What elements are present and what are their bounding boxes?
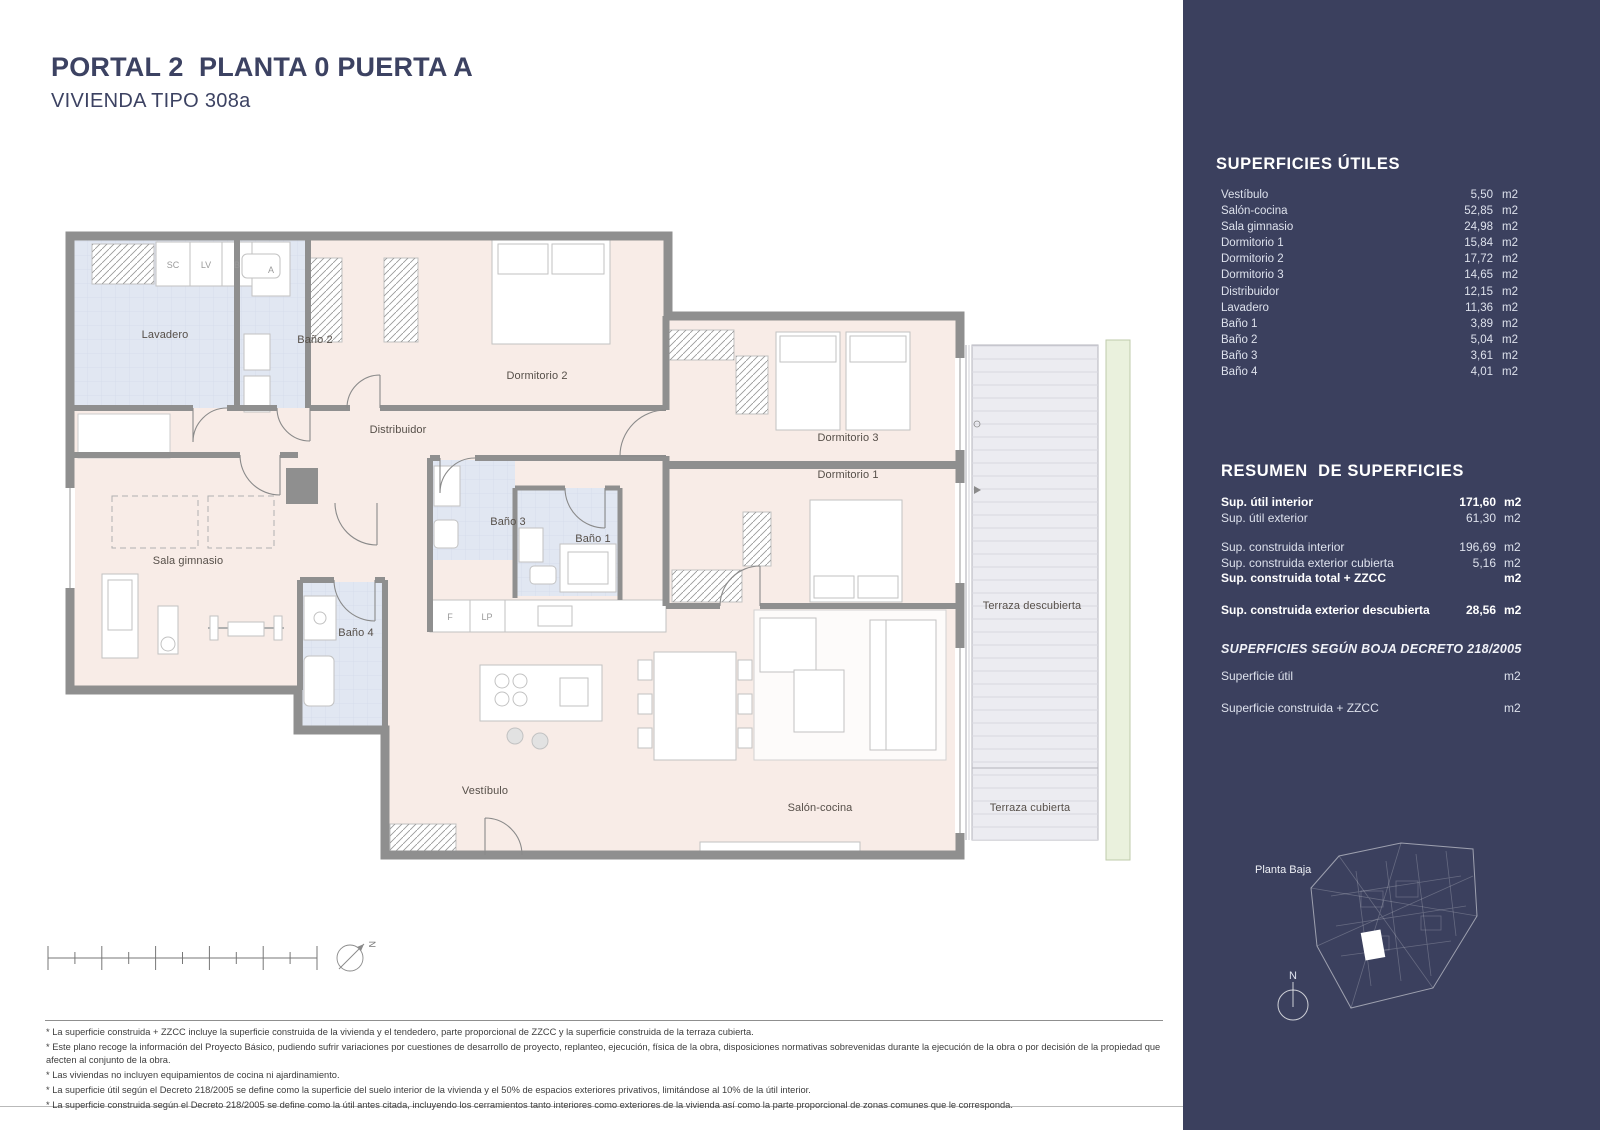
room-label-vestibulo: Vestíbulo (461, 785, 509, 797)
superficies-utiles-title: SUPERFICIES ÚTILES (1216, 155, 1401, 173)
footnote-divider (45, 1020, 1163, 1021)
floor-plan-drawing (60, 228, 1140, 878)
table-row: Salón-cocina 52,85 m2 (1221, 205, 1518, 218)
scale-bar (48, 946, 317, 970)
room-label-terraza-descubierta: Terraza descubierta (982, 600, 1082, 612)
table-row: Sup. útil interior 171,60 m2 (1221, 495, 1522, 509)
window-bench (78, 414, 170, 458)
table-row: Superficie útil m2 (1221, 668, 1521, 683)
table-row: Superficie construida + ZZCC m2 (1221, 701, 1521, 716)
table-row: Baño 2 5,04 m2 (1221, 333, 1518, 346)
toilet (530, 566, 556, 584)
kitchen-sink (538, 606, 572, 626)
appliance-label: B (233, 260, 241, 270)
room-label-bano3: Baño 3 (490, 516, 526, 528)
dining-table (654, 652, 736, 760)
table-row: Sup. útil exterior 61,30 m2 (1221, 510, 1521, 525)
room-label-bano1: Baño 1 (575, 533, 611, 545)
table-row: Sup. construida interior 196,69 m2 (1221, 540, 1521, 555)
room-label-sala-gimnasio: Sala gimnasio (152, 555, 224, 567)
table-row: Dormitorio 1 15,84 m2 (1221, 237, 1518, 250)
boja-title: SUPERFICIES SEGÚN BOJA DECRETO 218/2005 (1221, 641, 1522, 656)
table-row: Dormitorio 3 14,65 m2 (1221, 269, 1518, 282)
scale-bar-area (45, 928, 385, 994)
toilet (242, 254, 280, 278)
tv-bench (700, 842, 860, 851)
washbasin (244, 334, 270, 370)
room-label-lavadero: Lavadero (141, 329, 189, 341)
room-label-distribuidor: Distribuidor (369, 424, 427, 436)
stool (532, 733, 548, 749)
floor-plan (60, 228, 1140, 878)
north-compass-icon (1271, 965, 1315, 1027)
gym-bench (228, 622, 264, 636)
table-row: Sup. construida exterior descubierta 28,56 m2 (1221, 602, 1522, 617)
room-label-terraza-cubierta: Terraza cubierta (989, 802, 1071, 814)
table-row: Sup. construida exterior cubierta 5,16 m2 (1221, 555, 1521, 570)
title-block (51, 52, 473, 113)
table-row: Baño 3 3,61 m2 (1221, 349, 1518, 362)
north-label: N (1289, 970, 1297, 982)
treadmill (102, 574, 138, 658)
resumen-title: RESUMEN DE SUPERFICIES (1221, 462, 1465, 480)
sofa (870, 620, 936, 750)
coffee-table (794, 670, 844, 732)
page-title: PORTAL 2 PLANTA 0 PUERTA A (51, 52, 473, 82)
stool (507, 728, 523, 744)
footnote: * Las viviendas no incluyen equipamientos de cocina ni ajardinamiento. (46, 1069, 340, 1080)
room-label-dormitorio1: Dormitorio 1 (817, 469, 879, 481)
table-row: Sala gimnasio 24,98 m2 (1221, 221, 1518, 234)
washbasin (519, 528, 543, 562)
north-label: N (367, 941, 377, 948)
footnotes (46, 1026, 1181, 1114)
room-label-dormitorio3: Dormitorio 3 (817, 432, 879, 444)
table-row: Lavadero 11,36 m2 (1221, 301, 1518, 314)
appliance-label: A (267, 265, 275, 275)
north-arrow-icon (337, 941, 377, 971)
resumen-superficies-table (1221, 462, 1528, 717)
room-label-salon-cocina: Salón-cocina (787, 802, 853, 814)
armchair (760, 618, 816, 672)
table-row: Vestíbulo 5,50 m2 (1221, 189, 1518, 201)
highlighted-unit (1361, 929, 1386, 960)
kitchen-unit-label: F (447, 612, 453, 622)
bathtub (304, 656, 334, 706)
room-label-dormitorio2: Dormitorio 2 (506, 370, 568, 382)
table-row: Sup. construida total + ZZCC m2 (1221, 571, 1522, 586)
site-plan-label: Planta Baja (1255, 864, 1312, 876)
table-row: Baño 4 4,01 m2 (1221, 366, 1518, 379)
room-label-bano2: Baño 2 (297, 334, 333, 346)
shaft (286, 468, 318, 504)
toilet (434, 520, 458, 548)
table-row: Dormitorio 2 17,72 m2 (1221, 253, 1518, 266)
table-row: Baño 1 3,89 m2 (1221, 317, 1518, 330)
site-plan-thumbnail (1301, 836, 1491, 1021)
appliance-label: LV (200, 260, 212, 270)
footnote: * La superficie útil según el Decreto 218/2005 se define como la superficie del suelo interior de la vivienda y el 50% de espacios exteriores privativos, limitándose al 10% de la útil interior. (46, 1084, 811, 1095)
superficies-utiles-table (1216, 155, 1528, 380)
room-label-bano4: Baño 4 (338, 627, 374, 639)
page-subtitle: VIVIENDA TIPO 308a (51, 90, 251, 112)
footnote: * La superficie construida + ZZCC incluye la superficie construida de la vivienda y el tendedero, parte proporcional de ZZCC y la superficie construida de la terraza cubierta. (46, 1027, 754, 1037)
kitchen-unit-label: LP (481, 612, 493, 622)
appliance-label: SC (166, 260, 180, 270)
garden-strip (1106, 340, 1130, 860)
surfaces-sidebar (1183, 0, 1600, 1130)
footnote: * Este plano recoge la información del Proyecto Básico, pudiendo sufrir variaciones por cuestiones de desarrollo de proyecto, replanteo, ejecución, física de la obra, disposiciones normativas sobrevenidas durante la ejecución de la obra o por decisión de la propiedad que afecten al conjunto de la obra. (46, 1042, 1161, 1065)
shower (304, 596, 336, 640)
exercise-bike (158, 606, 178, 654)
table-row: Distribuidor 12,15 m2 (1221, 285, 1518, 298)
footnote: * La superficie construida según el Decreto 218/2005 se define como la útil antes citada, incluyendo los cerramientos tanto interiores como exteriores de la vivienda así como la parte proporcional de zonas comunes que le corresponda. (46, 1099, 1013, 1110)
